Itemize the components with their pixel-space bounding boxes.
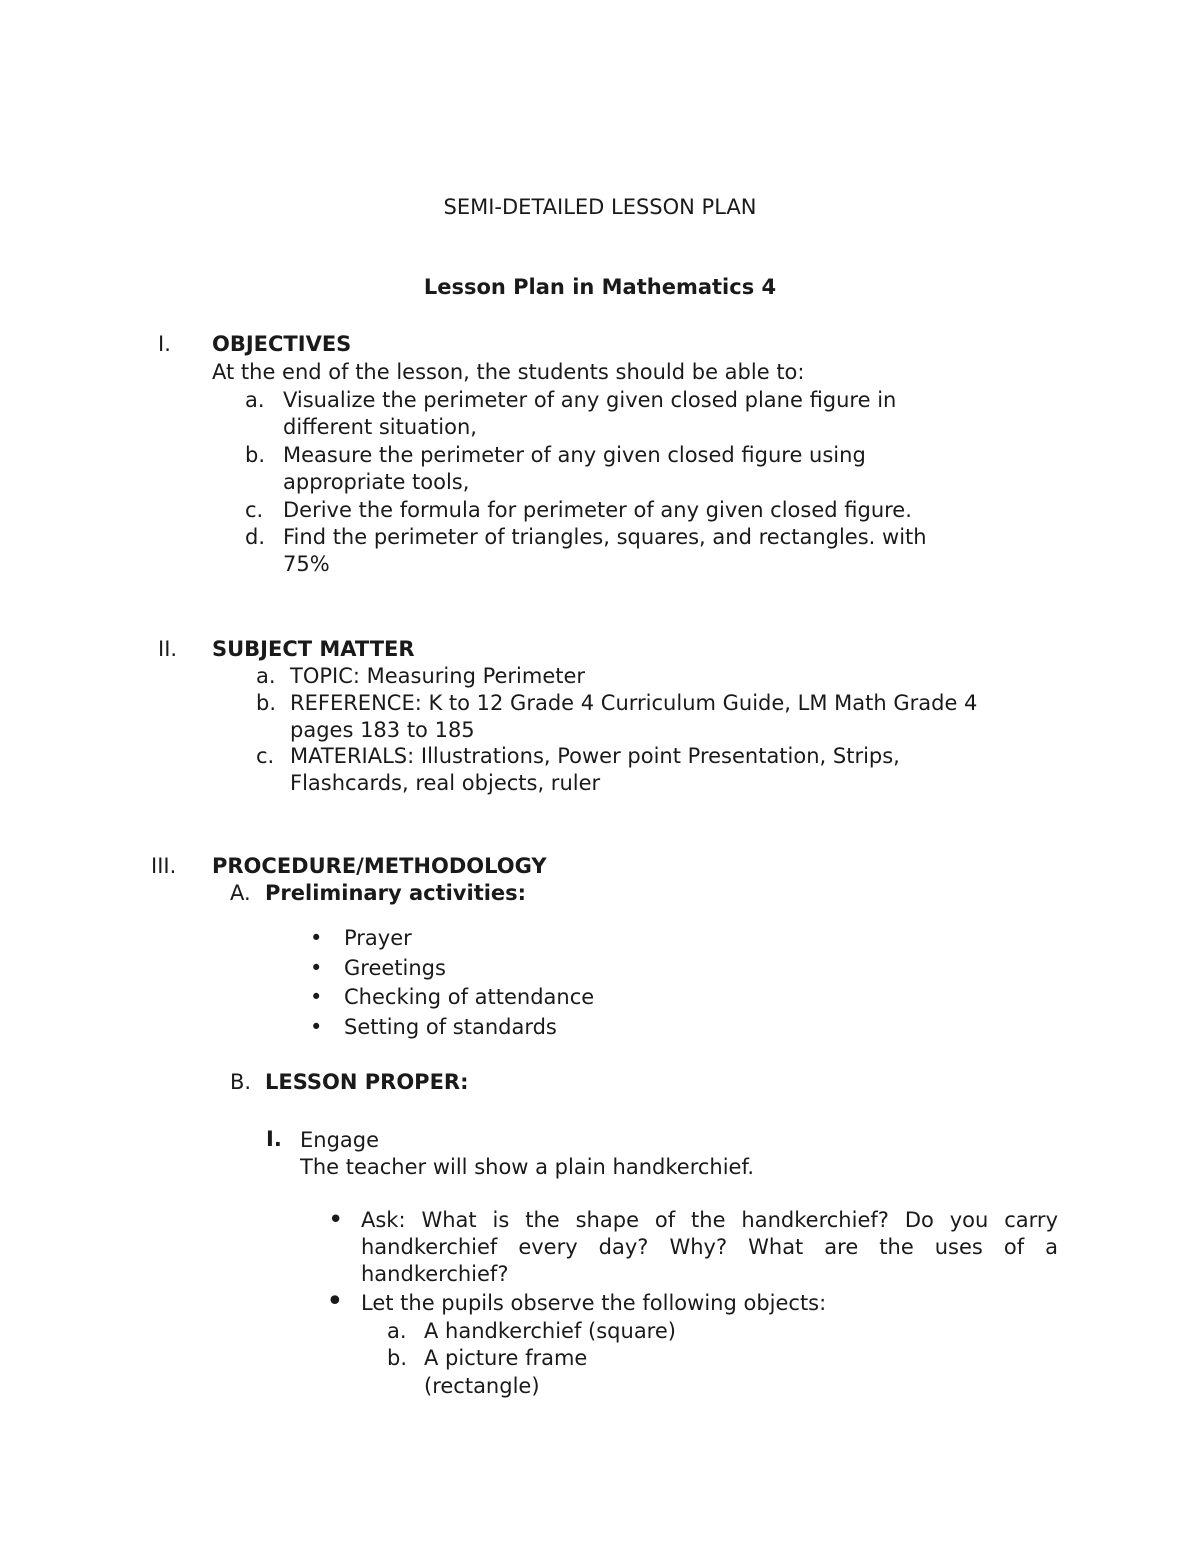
object-item: A picture frame [424,1346,588,1370]
section-heading-procedure: PROCEDURE/METHODOLOGY [212,854,547,878]
object-marker: a. [387,1319,407,1343]
subject-marker: c. [256,744,275,768]
preliminary-item: Prayer [344,926,412,950]
objective-text-continued: appropriate tools, [283,470,470,494]
objective-marker: b. [245,443,266,467]
section-heading-objectives: OBJECTIVES [212,332,352,356]
subsection-marker: A. [230,881,251,905]
object-marker: b. [387,1346,408,1370]
subject-marker: a. [256,664,276,688]
subject-reference: REFERENCE: K to 12 Grade 4 Curriculum Guide, LM Math Grade 4 [290,691,978,715]
preliminary-activities-heading: Preliminary activities: [265,881,527,905]
subject-marker: b. [256,691,277,715]
section-numeral-procedure: III. [151,854,177,878]
bullet-icon: • [310,956,323,980]
section-numeral-subject-matter: II. [158,637,178,661]
bullet-icon: • [326,1284,344,1319]
subject-materials-continued: Flashcards, real objects, ruler [290,771,601,795]
objective-marker: d. [245,525,266,549]
preliminary-item: Checking of attendance [344,985,595,1009]
bullet-icon: • [310,1015,323,1039]
bullet-icon: • [310,926,323,950]
engage-observe: Let the pupils observe the following objects: [361,1291,827,1315]
section-heading-subject-matter: SUBJECT MATTER [212,637,415,661]
objective-text: Measure the perimeter of any given closed figure using [283,443,866,467]
object-item: A handkerchief (square) [424,1319,676,1343]
subject-topic: TOPIC: Measuring Perimeter [290,664,586,688]
engage-text: The teacher will show a plain handkerchief. [300,1155,755,1179]
preliminary-item: Greetings [344,956,446,980]
objectives-intro: At the end of the lesson, the students should be able to: [212,360,805,384]
objective-text: Derive the formula for perimeter of any given closed figure. [283,498,912,522]
objective-text: Visualize the perimeter of any given closed plane figure in [283,388,897,412]
lesson-proper-heading: LESSON PROPER: [265,1070,469,1094]
bullet-icon: • [328,1205,344,1235]
subject-materials: MATERIALS: Illustrations, Power point Presentation, Strips, [290,744,900,768]
engage-heading: Engage [300,1128,380,1152]
objective-text: Find the perimeter of triangles, squares, and rectangles. with [283,525,927,549]
document-subtitle: Lesson Plan in Mathematics 4 [423,275,777,299]
objective-text-continued: 75% [283,552,330,576]
subject-reference-continued: pages 183 to 185 [290,718,475,742]
engage-marker: I. [266,1127,282,1151]
objective-marker: c. [245,498,264,522]
document-title: SEMI-DETAILED LESSON PLAN [443,195,757,219]
bullet-icon: • [310,985,323,1009]
objective-marker: a. [245,388,265,412]
engage-ask: Ask: What is the shape of the handkerchief? Do you carry handkerchief every day? Why? What are the uses of a handkerchief? [361,1208,1058,1286]
section-numeral-objectives: I. [158,332,171,356]
subsection-marker: B. [230,1070,252,1094]
object-item-continued: (rectangle) [424,1374,540,1398]
objective-text-continued: different situation, [283,415,477,439]
preliminary-item: Setting of standards [344,1015,557,1039]
